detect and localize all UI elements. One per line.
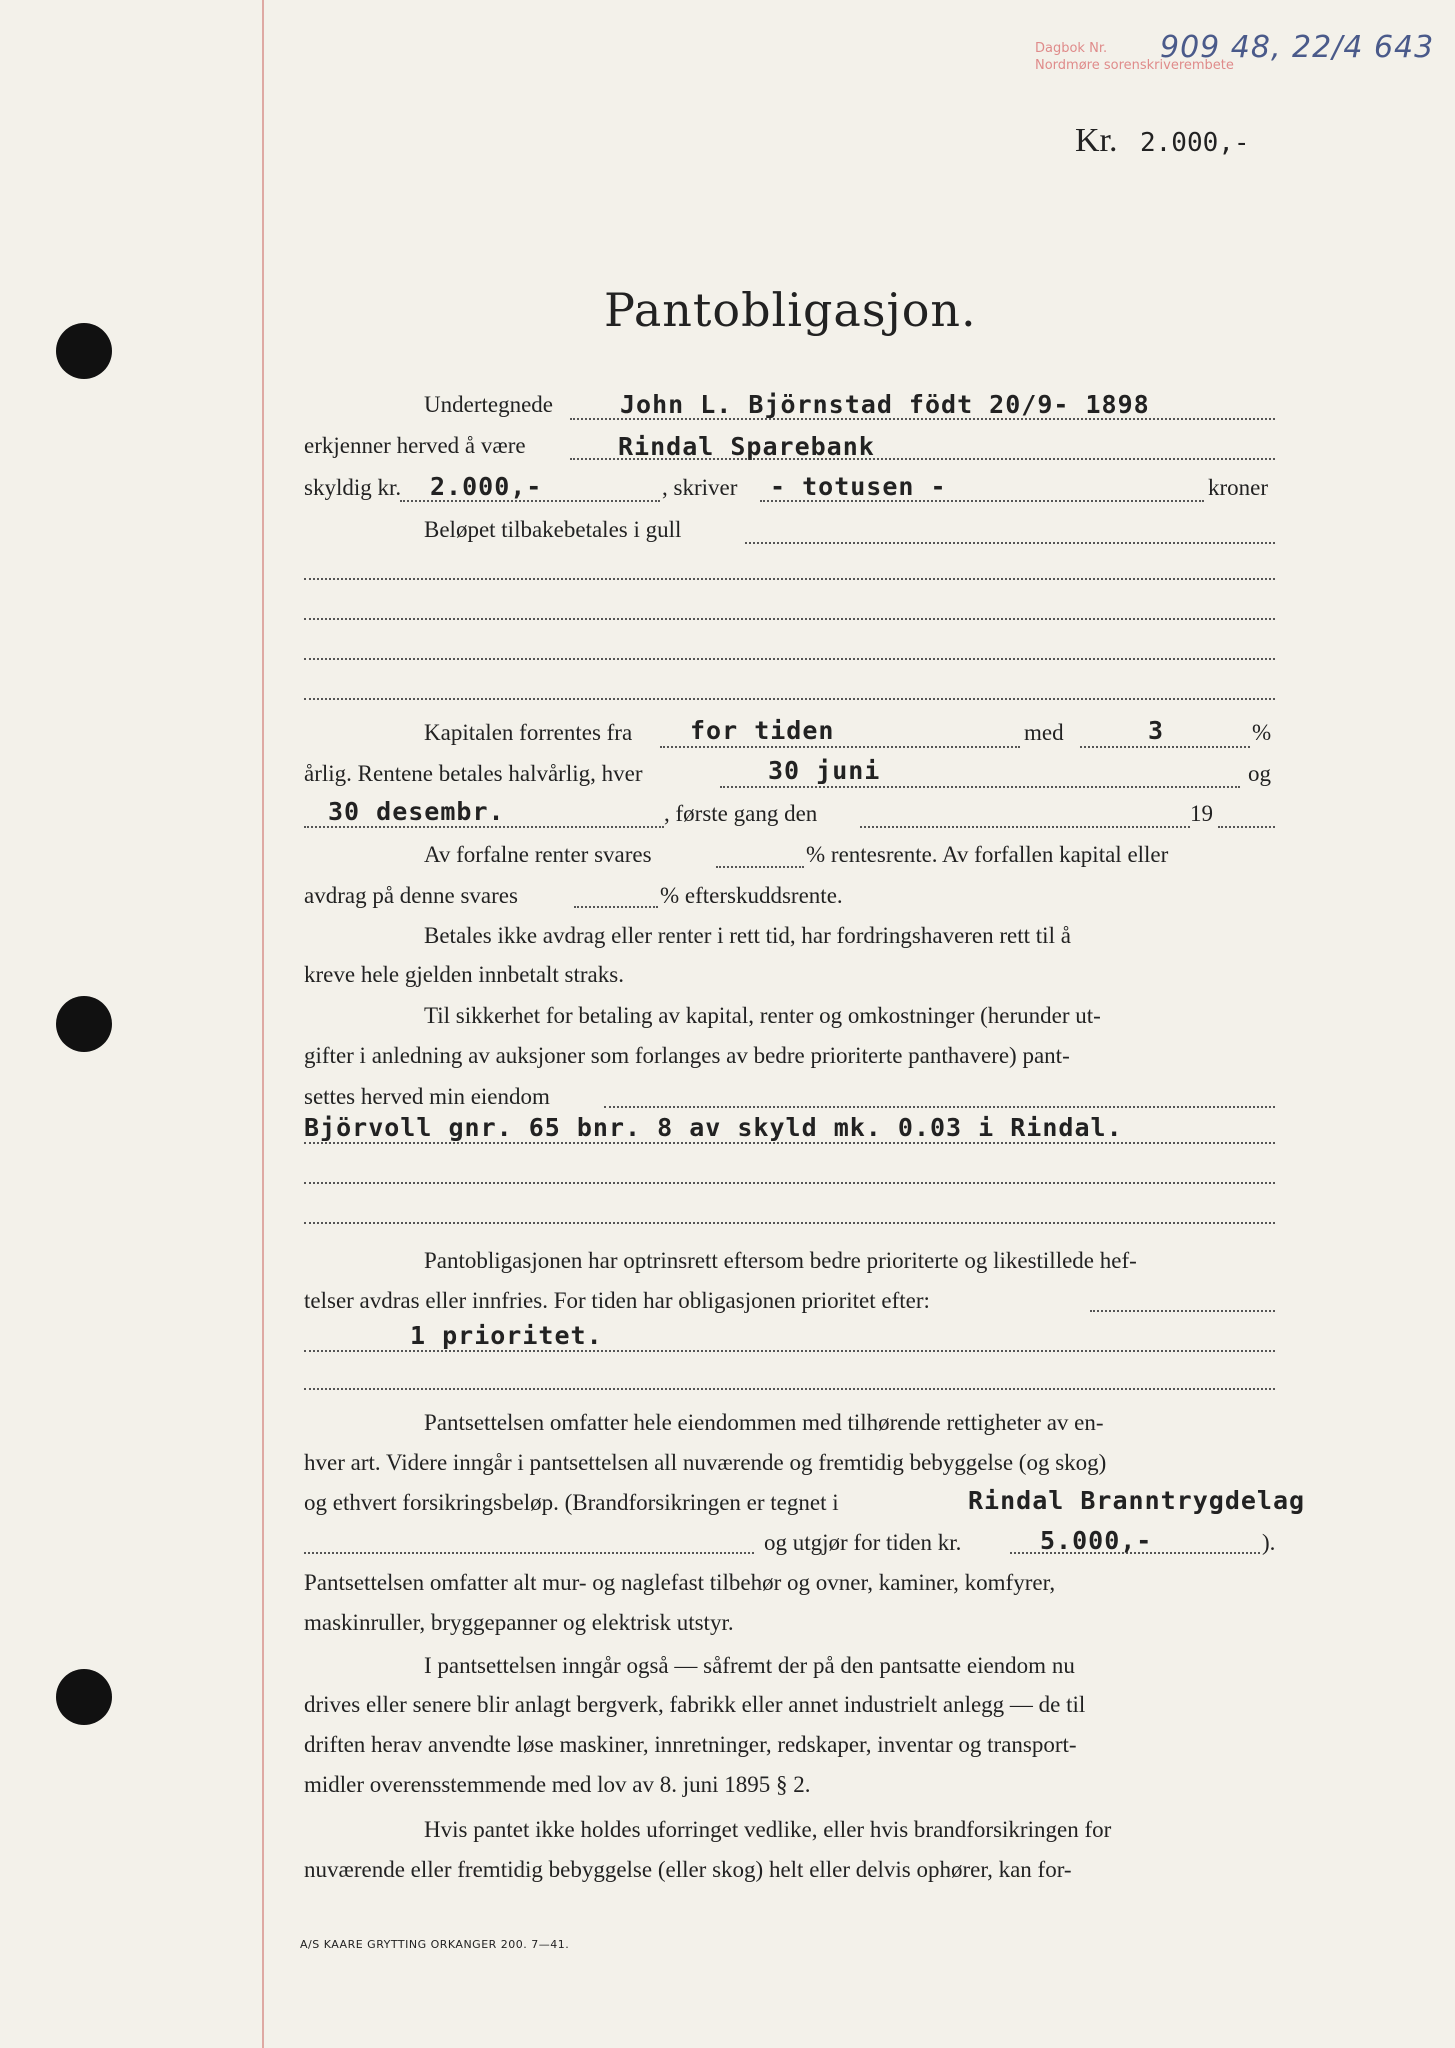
- clause-i-1: I pantsettelsen inngår også — såfremt der på den pantsatte eiendom nu: [424, 1653, 1075, 1678]
- amount-value: 2.000,-: [1140, 128, 1250, 158]
- fill-line: [304, 698, 1275, 700]
- punch-hole: [56, 996, 112, 1052]
- fill-line: [1218, 826, 1275, 828]
- kapitalen-label: Kapitalen forrentes fra: [424, 720, 633, 745]
- fill-line: [304, 1350, 1275, 1352]
- fill-line: [1090, 1310, 1275, 1312]
- fill-line: [304, 1222, 1275, 1224]
- percent-sign: %: [1252, 720, 1272, 745]
- clause-i-3: driften herav anvendte løse maskiner, innretninger, redskaper, inventar og transport-: [304, 1732, 1077, 1757]
- clause-h-1: Hvis pantet ikke holdes uforringet vedlike, eller hvis brandforsikringen for: [424, 1817, 1112, 1842]
- skyldig-label: skyldig kr.: [304, 475, 402, 500]
- fill-line: [304, 1388, 1275, 1390]
- year-prefix: 19: [1190, 801, 1213, 826]
- insurance-amount-value: 5.000,-: [1040, 1526, 1153, 1555]
- clause-pants-4: Pantsettelsen omfatter alt mur- og naglefast tilbehør og ovner, kaminer, komfyrer,: [304, 1570, 1056, 1595]
- med-label: med: [1024, 720, 1064, 745]
- clause-til-2: gifter i anledning av auksjoner som forlanges av bedre prioriterte panthavere) pant-: [304, 1043, 1070, 1068]
- clause-panto-2: telser avdras eller innfries. For tiden har obligasjonen prioritet efter:: [304, 1288, 930, 1313]
- avdrag-label: avdrag på denne svares: [304, 883, 518, 908]
- property-value: Björvoll gnr. 65 bnr. 8 av skyld mk. 0.03 i Rindal.: [304, 1113, 1123, 1142]
- av-forfalne-label: Av forfalne renter svares: [424, 842, 652, 867]
- fill-line: [304, 578, 1275, 580]
- clause-til-3: settes herved min eiendom: [304, 1084, 550, 1109]
- undertegnede-value: John L. Björnstad födt 20/9- 1898: [620, 390, 1150, 419]
- utgjor-label: og utgjør for tiden kr.: [764, 1530, 962, 1555]
- fill-line: [745, 542, 1275, 544]
- page-title: Pantobligasjon.: [604, 283, 977, 337]
- clause-i-4: midler overensstemmende med lov av 8. juni 1895 § 2.: [304, 1772, 811, 1797]
- skriver-value: - totusen -: [770, 472, 947, 501]
- amount-header: [1075, 122, 1250, 160]
- fill-line: [304, 1142, 1275, 1144]
- insurance-company-value: Rindal Branntrygdelag: [968, 1486, 1306, 1515]
- stamp-line: Nordmøre sorenskriverembete: [1035, 58, 1234, 73]
- fill-line: [304, 658, 1275, 660]
- clause-i-2: drives eller senere blir anlagt bergverk, fabrikk eller annet industrielt anlegg — de til: [304, 1692, 1086, 1717]
- fill-line: [304, 618, 1275, 620]
- interest-rate-value: 3: [1148, 716, 1165, 745]
- efterskudd-label: % efterskuddsrente.: [660, 883, 843, 908]
- fill-line: [574, 906, 658, 908]
- printer-imprint: A/S KAARE GRYTTING ORKANGER 200. 7—41.: [300, 1938, 570, 1951]
- clause-pants-5: maskinruller, bryggepanner og elektrisk utstyr.: [304, 1610, 734, 1635]
- registry-number: 909 48, 22/4 643: [1160, 30, 1435, 65]
- fill-line: [660, 746, 1020, 748]
- fill-line: [860, 826, 1190, 828]
- fill-line: [720, 786, 1240, 788]
- clause-betales-2: kreve hele gjelden innbetalt straks.: [304, 962, 624, 987]
- belopet-label: Beløpet tilbakebetales i gull: [424, 517, 682, 542]
- punch-hole: [56, 1669, 112, 1725]
- rentesrente-label: % rentesrente. Av forfallen kapital eller: [806, 842, 1169, 867]
- kroner-label: kroner: [1208, 475, 1269, 500]
- clause-betales-1: Betales ikke avdrag eller renter i rett tid, har fordringshaveren rett til å: [424, 923, 1071, 948]
- forste-gang-label: , første gang den: [664, 801, 818, 826]
- fill-line: [304, 826, 664, 828]
- kapitalen-value: for tiden: [690, 716, 835, 745]
- aarlig-label: årlig. Rentene betales halvårlig, hver: [304, 761, 643, 786]
- margin-rule: [262, 0, 264, 2048]
- clause-panto-1: Pantobligasjonen har optrinsrett eftersom bedre prioriterte og likestillede hef-: [424, 1248, 1137, 1273]
- clause-pants-2: hver art. Videre inngår i pantsettelsen all nuværende og fremtidig bebyggelse (og skog): [304, 1450, 1107, 1475]
- fill-line: [1080, 746, 1250, 748]
- fill-line: [716, 866, 804, 868]
- fill-line: [604, 1106, 1275, 1108]
- stamp-line: Dagbok Nr.: [1035, 41, 1108, 56]
- skyldig-value: 2.000,-: [430, 472, 543, 501]
- skriver-label: , skriver: [662, 475, 738, 500]
- clause-pants-3: og ethvert forsikringsbeløp. (Brandforsikringen er tegnet i: [304, 1490, 839, 1515]
- erkjenner-label: erkjenner herved å være: [304, 433, 526, 458]
- fill-line: [304, 1552, 754, 1554]
- priority-value: 1 prioritet.: [410, 1321, 603, 1350]
- payment-date-1: 30 juni: [768, 756, 881, 785]
- punch-hole: [56, 323, 112, 379]
- clause-til-1: Til sikkerhet for betaling av kapital, renter og omkostninger (herunder ut-: [424, 1003, 1101, 1028]
- undertegnede-label: Undertegnede: [424, 392, 553, 417]
- clause-pants-1: Pantsettelsen omfatter hele eiendommen med tilhørende rettigheter av en-: [424, 1410, 1104, 1435]
- creditor-value: Rindal Sparebank: [618, 432, 875, 461]
- payment-date-2: 30 desembr.: [328, 797, 505, 826]
- close-paren: ).: [1262, 1530, 1276, 1555]
- clause-h-2: nuværende eller fremtidig bebyggelse (eller skog) helt eller delvis ophører, kan for-: [304, 1857, 1072, 1882]
- og-label: og: [1248, 761, 1271, 786]
- fill-line: [304, 1182, 1275, 1184]
- amount-prefix: Kr.: [1075, 122, 1118, 159]
